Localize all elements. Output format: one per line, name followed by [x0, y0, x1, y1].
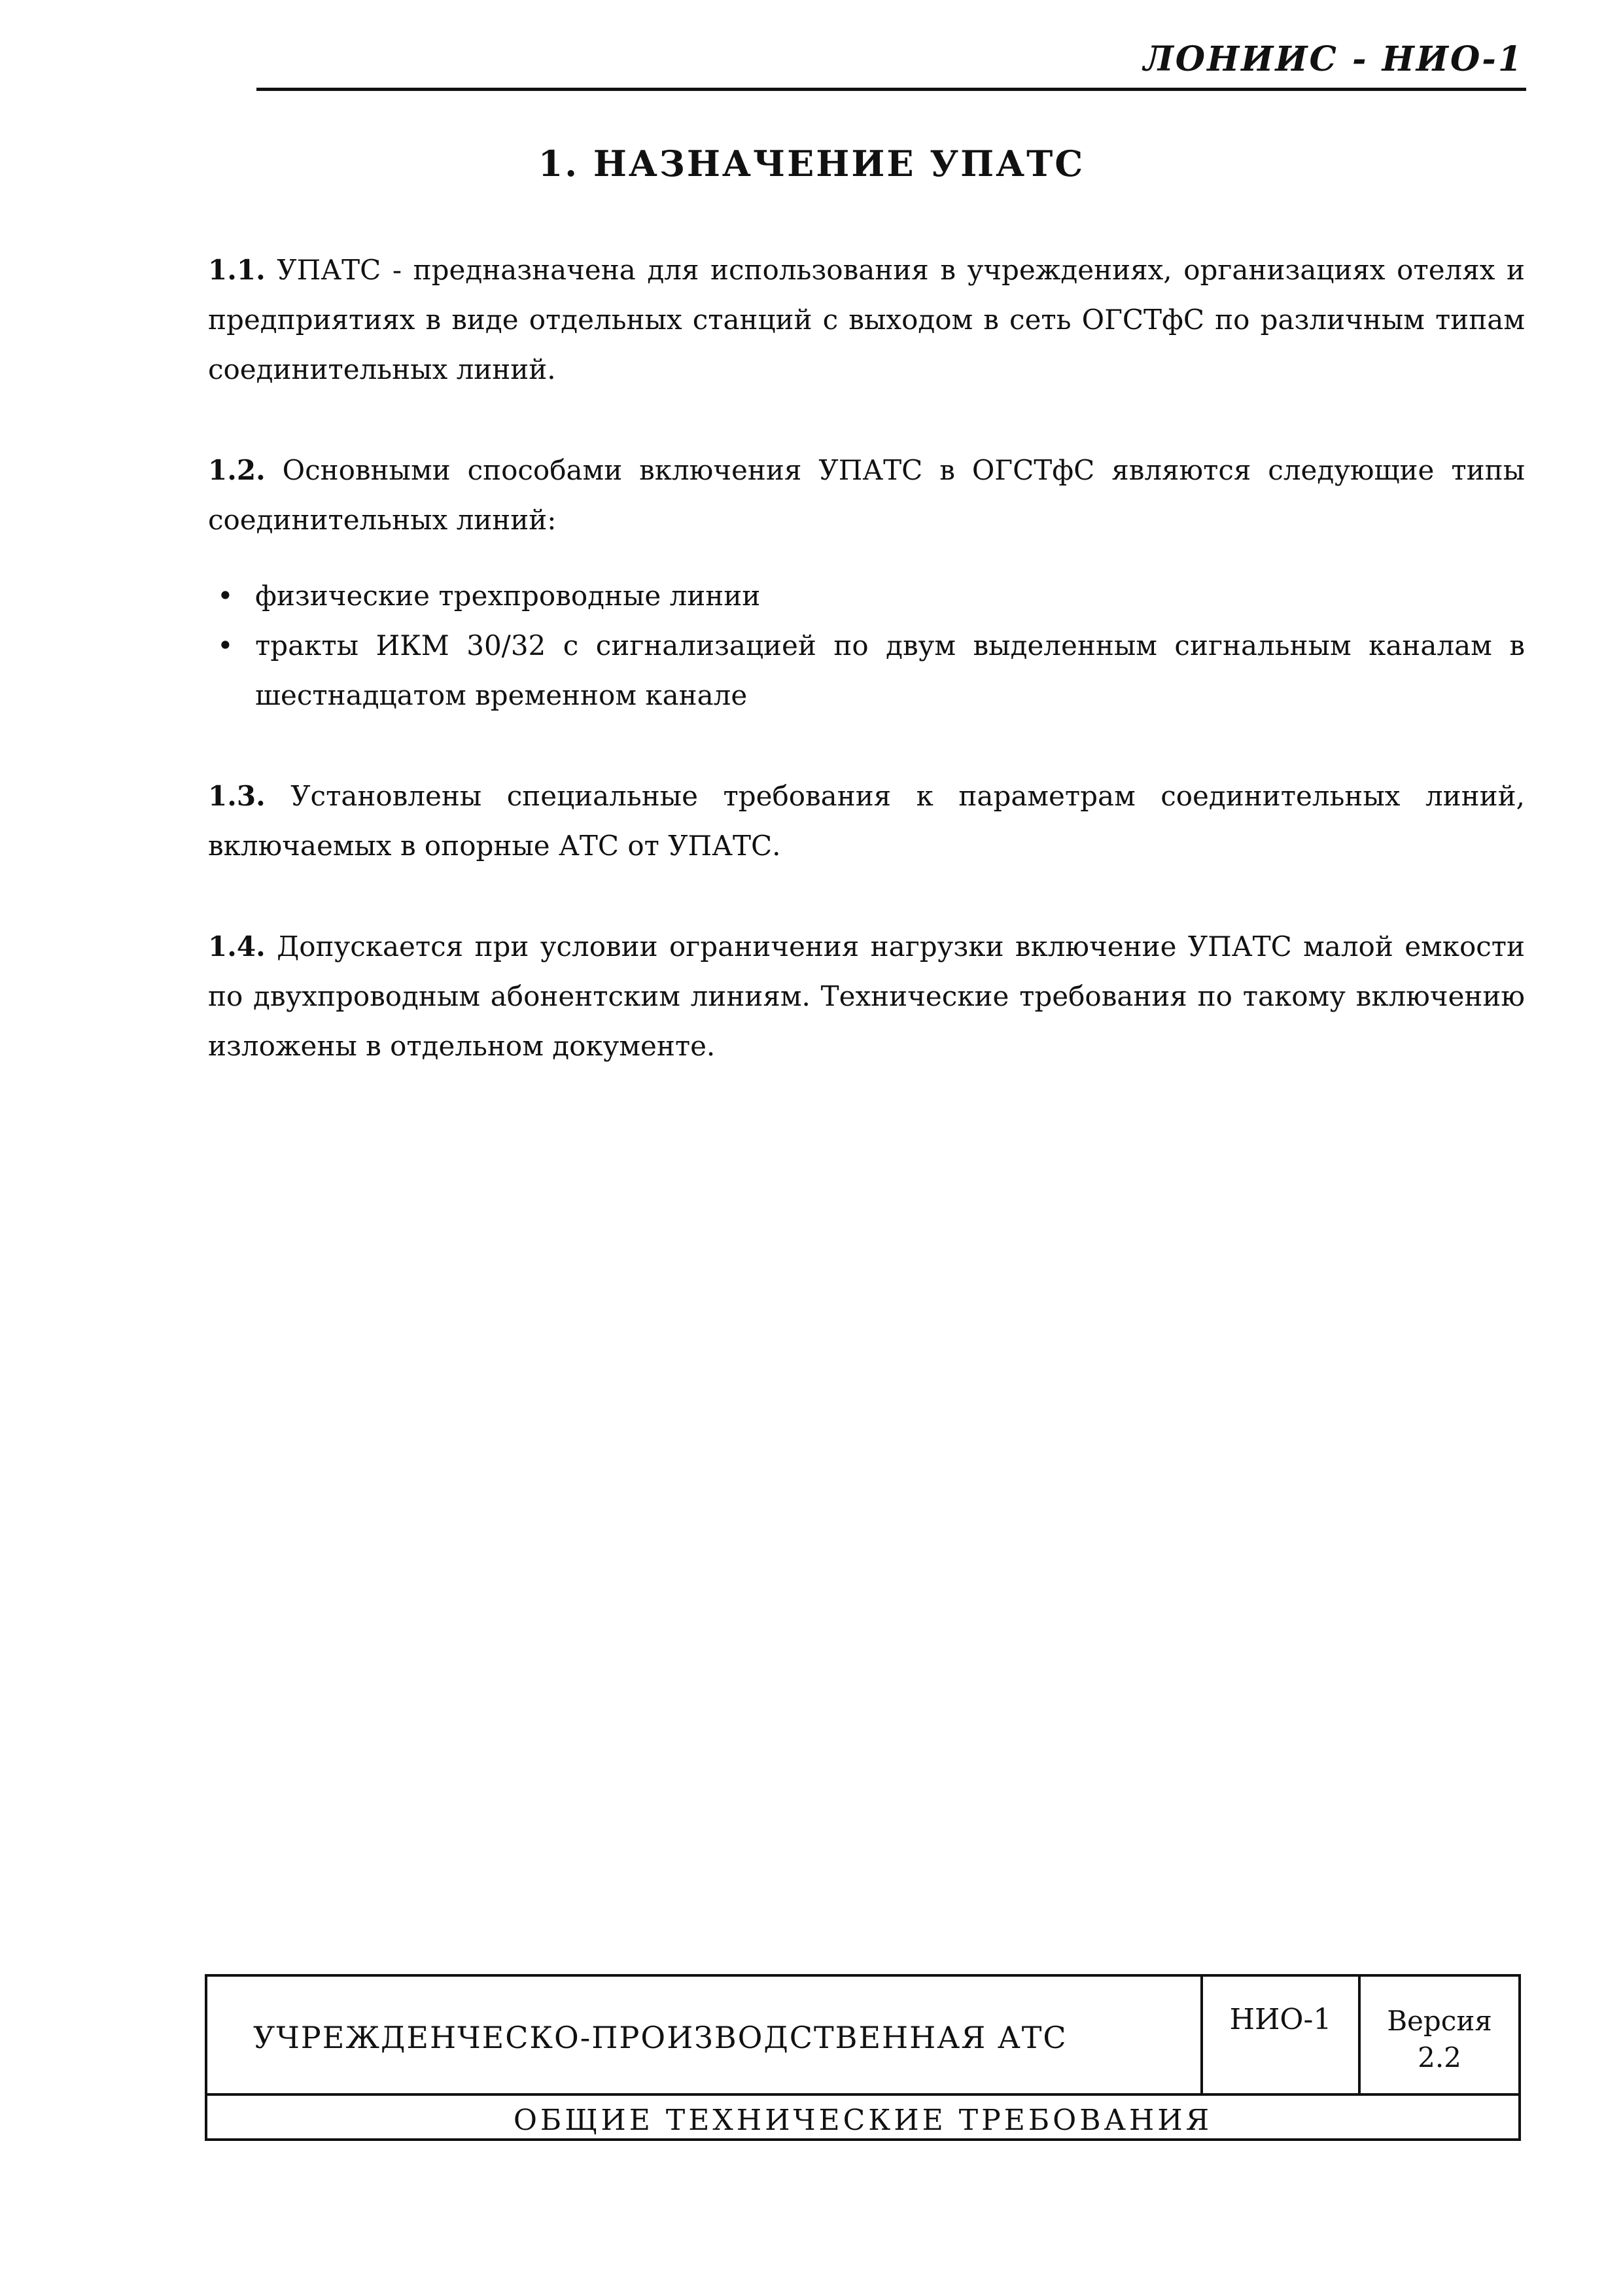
version-number: 2.2 — [1418, 2041, 1461, 2074]
section-title: 1. НАЗНАЧЕНИЕ УПАТС — [538, 143, 1085, 185]
document-body — [208, 245, 1525, 1071]
document-version — [1361, 1977, 1518, 2093]
title-block-top-row — [207, 1977, 1518, 2096]
document-name: УЧРЕЖДЕНЧЕСКО-ПРОИЗВОДСТВЕННАЯ АТС — [253, 2020, 1068, 2055]
paragraph-text: Допускается при условии ограничения нагрузки включение УПАТС малой емкости по двухпроводным абонентским линиям. Технические требования по такому включению изложены в отдельном документе. — [208, 930, 1526, 1062]
bullet-icon: • — [217, 629, 234, 662]
paragraph-number: 1.2. — [208, 454, 266, 486]
paragraph-text: Установлены специальные требования к параметрам соединительных линий, включаемых в опорные АТС от УПАТС. — [208, 780, 1525, 862]
paragraph-1-1 — [208, 245, 1525, 395]
list-item-text: тракты ИКМ 30/32 с сигнализацией по двум выделенным сигнальным каналам в шестнадцатом временном канале — [255, 629, 1525, 711]
list-item-text: физические трехпроводные линии — [255, 580, 761, 612]
title-block — [205, 1974, 1521, 2141]
list-item — [208, 621, 1525, 720]
bullet-icon: • — [217, 580, 234, 612]
paragraph-number: 1.1. — [208, 254, 266, 286]
version-label: Версия — [1387, 2005, 1492, 2037]
header-rule — [256, 88, 1526, 91]
document-subtitle: ОБЩИЕ ТЕХНИЧЕСКИЕ ТРЕБОВАНИЯ — [513, 2104, 1213, 2137]
paragraph-text: УПАТС - предназначена для использования в учреждениях, организациях отелях и предприятиях в виде отдельных станций с выходом в сеть ОГСТфС по различным типам соединительных линий. — [208, 254, 1525, 385]
paragraph-text: Основными способами включения УПАТС в ОГСТфС являются следующие типы соединительных линий: — [208, 454, 1525, 536]
document-code: НИО-1 — [1200, 1977, 1361, 2093]
connection-types-list — [208, 571, 1525, 720]
paragraph-1-3 — [208, 771, 1525, 871]
paragraph-1-2 — [208, 446, 1525, 545]
list-item — [208, 571, 1525, 621]
paragraph-1-4 — [208, 922, 1525, 1071]
paragraph-number: 1.4. — [208, 930, 266, 963]
paragraph-number: 1.3. — [208, 780, 266, 812]
header-organization: ЛОНИИС - НИО-1 — [1143, 39, 1524, 79]
